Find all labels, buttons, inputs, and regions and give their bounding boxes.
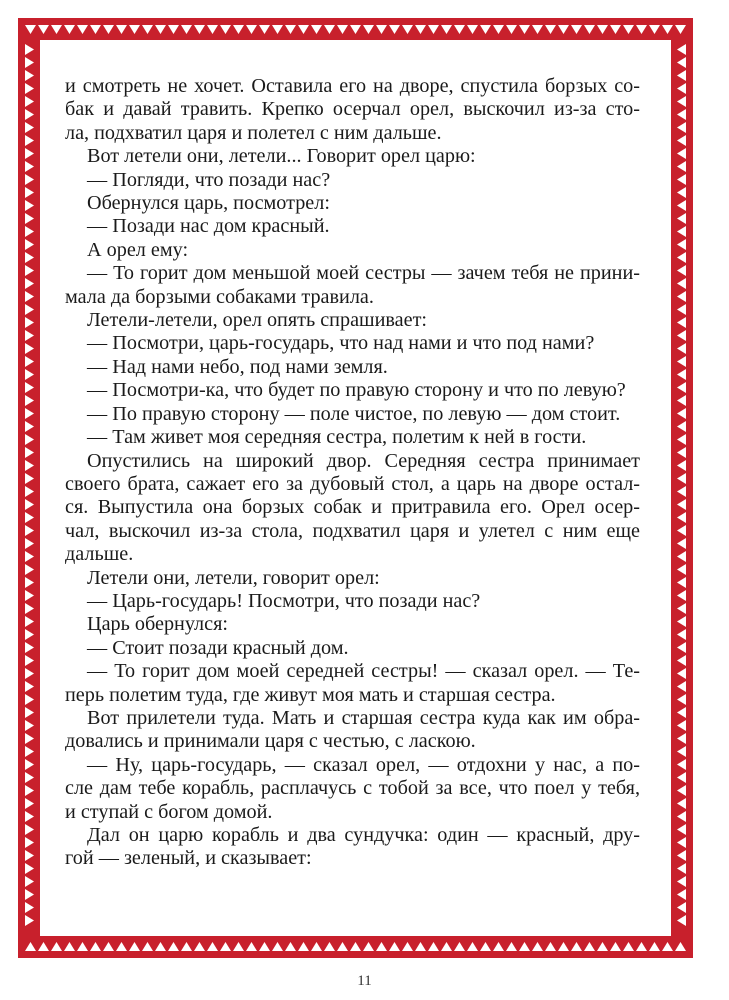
ornament-triangle bbox=[350, 25, 361, 34]
ornament-triangle bbox=[677, 746, 686, 757]
ornament-triangle bbox=[25, 213, 34, 224]
ornament-triangle bbox=[272, 942, 283, 951]
ornament-triangle bbox=[363, 942, 374, 951]
text-line: — Позади нас дом красный. bbox=[87, 215, 330, 238]
text-line: А орел ему: bbox=[87, 238, 189, 261]
ornament-triangle bbox=[649, 25, 660, 34]
ornament-triangle bbox=[677, 122, 686, 133]
ornament-triangle bbox=[259, 942, 270, 951]
ornament-triangle bbox=[233, 942, 244, 951]
ornament-triangle bbox=[623, 25, 634, 34]
ornament-triangle bbox=[64, 942, 75, 951]
ornament-triangle bbox=[402, 942, 413, 951]
ornament-triangle bbox=[467, 942, 478, 951]
ornament-triangle bbox=[677, 473, 686, 484]
ornament-triangle bbox=[415, 942, 426, 951]
ornament-triangle bbox=[677, 291, 686, 302]
ornament-triangle bbox=[636, 942, 647, 951]
page-number: 11 bbox=[357, 973, 372, 989]
ornament-triangle bbox=[25, 720, 34, 731]
text-line: и смотреть не хочет. Оставила его на дворе, спустила борзых со- bbox=[65, 75, 640, 97]
ornament-triangle bbox=[519, 942, 530, 951]
ornament-triangle bbox=[324, 942, 335, 951]
ornament-triangle bbox=[376, 25, 387, 34]
ornament-triangle bbox=[677, 915, 686, 926]
ornament-triangle bbox=[467, 25, 478, 34]
ornament-triangle bbox=[677, 265, 686, 276]
ornament-triangle bbox=[90, 942, 101, 951]
ornament-triangle bbox=[116, 25, 127, 34]
ornament-triangle bbox=[25, 421, 34, 432]
ornament-triangle bbox=[677, 668, 686, 679]
ornament-triangle bbox=[677, 382, 686, 393]
ornament-triangle bbox=[441, 25, 452, 34]
ornament-triangle bbox=[25, 876, 34, 887]
ornament-triangle bbox=[51, 942, 62, 951]
ornament-triangle bbox=[677, 720, 686, 731]
ornament-triangle bbox=[25, 109, 34, 120]
ornament-triangle bbox=[493, 25, 504, 34]
ornament-triangle bbox=[677, 161, 686, 172]
text-line: Летели они, летели, говорит орел: bbox=[87, 566, 380, 589]
ornament-triangle bbox=[25, 902, 34, 913]
ornament-triangle bbox=[677, 213, 686, 224]
text-line: гой — зеленый, и сказывает: bbox=[65, 847, 312, 870]
ornament-triangle bbox=[677, 317, 686, 328]
ornament-triangle bbox=[415, 25, 426, 34]
ornament-triangle bbox=[25, 811, 34, 822]
ornament-triangle bbox=[25, 785, 34, 796]
ornament-triangle bbox=[677, 395, 686, 406]
ornament-triangle bbox=[677, 83, 686, 94]
ornament-triangle bbox=[25, 603, 34, 614]
ornament-triangle bbox=[454, 25, 465, 34]
ornament-triangle bbox=[677, 369, 686, 380]
ornament-triangle bbox=[677, 96, 686, 107]
ornament-triangle bbox=[25, 746, 34, 757]
ornament-triangle bbox=[25, 942, 36, 951]
ornament-triangle bbox=[25, 395, 34, 406]
ornament-triangle bbox=[311, 942, 322, 951]
ornament-triangle bbox=[376, 942, 387, 951]
ornament-triangle bbox=[441, 942, 452, 951]
ornament-triangle bbox=[675, 942, 686, 951]
ornament-triangle bbox=[25, 226, 34, 237]
ornament-triangle bbox=[389, 25, 400, 34]
ornament-triangle bbox=[220, 942, 231, 951]
ornament-triangle bbox=[677, 460, 686, 471]
ornament-triangle bbox=[25, 759, 34, 770]
ornament-triangle bbox=[25, 44, 34, 55]
ornament-triangle bbox=[25, 434, 34, 445]
ornament-triangle bbox=[168, 25, 179, 34]
ornament-triangle bbox=[25, 707, 34, 718]
text-line: — Стоит позади красный дом. bbox=[87, 636, 349, 659]
ornament-triangle bbox=[207, 25, 218, 34]
text-line: Царь обернулся: bbox=[87, 613, 228, 636]
ornament-triangle bbox=[25, 187, 34, 198]
ornament-triangle bbox=[677, 629, 686, 640]
ornament-triangle bbox=[454, 942, 465, 951]
ornament-triangle bbox=[677, 408, 686, 419]
text-line: и ступай с богом домой. bbox=[65, 800, 273, 823]
ornament-triangle bbox=[677, 876, 686, 887]
ornament-triangle bbox=[116, 942, 127, 951]
ornament-triangle bbox=[677, 863, 686, 874]
ornament-triangle bbox=[25, 642, 34, 653]
text-line: — То горит дом меньшой моей сестры — зачем тебя не прини- bbox=[87, 262, 640, 285]
ornament-triangle bbox=[677, 733, 686, 744]
text-line: — Посмотри, царь-государь, что над нами и что под нами? bbox=[87, 332, 595, 355]
ornament-triangle bbox=[677, 135, 686, 146]
ornament-triangle bbox=[532, 25, 543, 34]
text-line: — Ну, царь-государь, — сказал орел, — отдохни у нас, а по- bbox=[87, 753, 640, 776]
ornament-triangle bbox=[677, 538, 686, 549]
ornament-triangle bbox=[677, 278, 686, 289]
ornament-triangle bbox=[677, 239, 686, 250]
ornament-triangle bbox=[285, 942, 296, 951]
ornament-triangle bbox=[677, 707, 686, 718]
ornament-triangle bbox=[677, 642, 686, 653]
ornament-triangle bbox=[506, 942, 517, 951]
ornament-triangle bbox=[25, 512, 34, 523]
ornament-triangle bbox=[25, 200, 34, 211]
ornament-triangle bbox=[25, 694, 34, 705]
ornament-triangle bbox=[25, 83, 34, 94]
ornament-triangle bbox=[25, 369, 34, 380]
ornament-triangle bbox=[402, 25, 413, 34]
ornament-triangle bbox=[25, 668, 34, 679]
ornament-triangle bbox=[677, 655, 686, 666]
ornament-triangle bbox=[25, 317, 34, 328]
ornament-triangle bbox=[597, 25, 608, 34]
ornament-triangle bbox=[545, 942, 556, 951]
ornament-triangle bbox=[25, 915, 34, 926]
ornament-triangle bbox=[25, 278, 34, 289]
ornament-triangle bbox=[677, 421, 686, 432]
ornament-triangle bbox=[677, 200, 686, 211]
ornament-triangle bbox=[233, 25, 244, 34]
ornament-triangle bbox=[25, 590, 34, 601]
text-line: дальше. bbox=[65, 543, 134, 566]
ornament-triangle bbox=[623, 942, 634, 951]
text-line: — По правую сторону — поле чистое, по левую — дом стоит. bbox=[87, 402, 621, 425]
ornament-triangle bbox=[25, 772, 34, 783]
ornament-triangle bbox=[25, 525, 34, 536]
ornament-triangle bbox=[677, 356, 686, 367]
ornament-triangle bbox=[677, 837, 686, 848]
ornament-triangle bbox=[677, 57, 686, 68]
ornament-triangle bbox=[311, 25, 322, 34]
ornament-triangle bbox=[25, 733, 34, 744]
story-text bbox=[65, 75, 640, 871]
ornament-triangle bbox=[324, 25, 335, 34]
ornament-triangle bbox=[298, 942, 309, 951]
ornament-triangle bbox=[25, 265, 34, 276]
text-line: сле дам тебе корабль, расплачусь с тобой за все, что поел у тебя, bbox=[65, 777, 640, 800]
ornament-triangle bbox=[571, 25, 582, 34]
ornament-triangle bbox=[677, 850, 686, 861]
ornament-triangle bbox=[168, 942, 179, 951]
ornament-triangle bbox=[51, 25, 62, 34]
text-line: Дал он царю корабль и два сундучка: один — красный, дру- bbox=[87, 824, 640, 846]
ornament-triangle bbox=[194, 942, 205, 951]
ornament-triangle bbox=[25, 96, 34, 107]
text-line: своего брата, сажает его за дубовый стол, а царь на дворе остал- bbox=[65, 472, 640, 495]
ornament-triangle bbox=[155, 25, 166, 34]
ornament-triangle bbox=[677, 577, 686, 588]
ornament-triangle bbox=[155, 942, 166, 951]
ornament-triangle bbox=[532, 942, 543, 951]
ornament-triangle bbox=[584, 942, 595, 951]
text-line: довались и принимали царя с честью, с ласкою. bbox=[65, 730, 476, 753]
ornament-triangle bbox=[259, 25, 270, 34]
text-line: Опустились на широкий двор. Середняя сестра принимает bbox=[87, 449, 640, 472]
ornament-triangle bbox=[677, 811, 686, 822]
ornament-triangle bbox=[350, 942, 361, 951]
ornament-triangle bbox=[25, 382, 34, 393]
ornament-triangle bbox=[677, 564, 686, 575]
ornament-triangle bbox=[677, 174, 686, 185]
ornament-triangle bbox=[677, 772, 686, 783]
ornament-triangle bbox=[25, 824, 34, 835]
ornament-triangle bbox=[649, 942, 660, 951]
ornament-triangle bbox=[677, 889, 686, 900]
ornament-triangle bbox=[677, 447, 686, 458]
ornament-triangle bbox=[25, 616, 34, 627]
text-line: — Царь-государь! Посмотри, что позади нас? bbox=[87, 589, 481, 612]
text-line: — То горит дом моей середней сестры! — сказал орел. — Те- bbox=[87, 660, 640, 683]
ornament-triangle bbox=[428, 942, 439, 951]
ornament-triangle bbox=[677, 499, 686, 510]
ornament-triangle bbox=[584, 25, 595, 34]
ornament-triangle bbox=[677, 109, 686, 120]
text-line: перь полетим туда, где живут моя мать и старшая сестра. bbox=[65, 683, 556, 706]
text-line: чал, выскочил из-за стола, подхватил царя и улетел с ним еще bbox=[65, 519, 640, 542]
ornament-triangle bbox=[25, 25, 36, 34]
ornament-triangle bbox=[25, 135, 34, 146]
ornament-triangle bbox=[129, 942, 140, 951]
ornament-triangle bbox=[677, 304, 686, 315]
ornament-triangle bbox=[25, 70, 34, 81]
ornament-triangle bbox=[677, 902, 686, 913]
ornament-triangle bbox=[38, 25, 49, 34]
ornament-triangle bbox=[25, 629, 34, 640]
text-line: — Над нами небо, под нами земля. bbox=[87, 355, 388, 378]
ornament-triangle bbox=[363, 25, 374, 34]
ornament-triangle bbox=[77, 25, 88, 34]
ornament-triangle bbox=[610, 25, 621, 34]
ornament-triangle bbox=[272, 25, 283, 34]
ornament-triangle bbox=[677, 694, 686, 705]
ornament-triangle bbox=[25, 538, 34, 549]
ornament-triangle bbox=[25, 460, 34, 471]
ornament-triangle bbox=[493, 942, 504, 951]
ornament-triangle bbox=[25, 161, 34, 172]
ornament-triangle bbox=[677, 616, 686, 627]
ornament-triangle bbox=[25, 473, 34, 484]
ornament-triangle bbox=[480, 942, 491, 951]
ornament-triangle bbox=[597, 942, 608, 951]
ornament-triangle bbox=[194, 25, 205, 34]
ornament-triangle bbox=[103, 25, 114, 34]
ornament-triangle bbox=[337, 942, 348, 951]
ornament-triangle bbox=[677, 590, 686, 601]
ornament-triangle bbox=[142, 942, 153, 951]
ornament-triangle bbox=[677, 70, 686, 81]
ornament-triangle bbox=[207, 942, 218, 951]
ornament-triangle bbox=[677, 252, 686, 263]
ornament-triangle bbox=[25, 291, 34, 302]
ornament-triangle bbox=[298, 25, 309, 34]
text-line: — Погляди, что позади нас? bbox=[87, 168, 331, 191]
ornament-triangle bbox=[25, 343, 34, 354]
ornament-triangle bbox=[25, 252, 34, 263]
ornament-triangle bbox=[25, 798, 34, 809]
ornament-triangle bbox=[337, 25, 348, 34]
ornament-triangle bbox=[519, 25, 530, 34]
ornament-triangle bbox=[571, 942, 582, 951]
text-line: — Посмотри-ка, что будет по правую сторону и что по левую? bbox=[87, 379, 626, 402]
ornament-triangle bbox=[25, 356, 34, 367]
text-line: Вот летели они, летели... Говорит орел царю: bbox=[87, 145, 476, 168]
ornament-triangle bbox=[25, 239, 34, 250]
ornament-triangle bbox=[677, 551, 686, 562]
ornament-triangle bbox=[677, 486, 686, 497]
ornament-triangle bbox=[677, 187, 686, 198]
ornament-triangle bbox=[662, 25, 673, 34]
text-line: — Там живет моя середняя сестра, полетим к ней в гости. bbox=[87, 426, 587, 449]
ornament-triangle bbox=[25, 174, 34, 185]
ornament-triangle bbox=[636, 25, 647, 34]
text-line: ла, подхватил царя и полетел с ним дальше. bbox=[65, 121, 442, 144]
ornament-triangle bbox=[677, 148, 686, 159]
ornament-triangle bbox=[142, 25, 153, 34]
ornament-triangle bbox=[25, 148, 34, 159]
ornament-triangle bbox=[610, 942, 621, 951]
ornament-triangle bbox=[25, 577, 34, 588]
ornament-triangle bbox=[25, 889, 34, 900]
ornament-triangle bbox=[25, 655, 34, 666]
ornament-triangle bbox=[246, 942, 257, 951]
ornament-triangle bbox=[428, 25, 439, 34]
ornament-triangle bbox=[285, 25, 296, 34]
ornament-triangle bbox=[25, 837, 34, 848]
ornament-triangle bbox=[506, 25, 517, 34]
ornament-triangle bbox=[181, 25, 192, 34]
ornament-triangle bbox=[677, 512, 686, 523]
ornament-triangle bbox=[25, 681, 34, 692]
ornament-triangle bbox=[25, 863, 34, 874]
ornament-triangle bbox=[677, 798, 686, 809]
ornament-triangle bbox=[64, 25, 75, 34]
ornament-triangle bbox=[677, 824, 686, 835]
ornament-triangle bbox=[25, 850, 34, 861]
text-line: бак и давай травить. Крепко осерчал орел, выскочил из-за сто- bbox=[65, 98, 640, 121]
ornament-triangle bbox=[38, 942, 49, 951]
ornament-triangle bbox=[25, 122, 34, 133]
ornament-triangle bbox=[677, 525, 686, 536]
ornament-triangle bbox=[25, 447, 34, 458]
ornament-triangle bbox=[389, 942, 400, 951]
ornament-triangle bbox=[25, 304, 34, 315]
ornament-triangle bbox=[675, 25, 686, 34]
text-line: мала да борзыми собаками травила. bbox=[65, 285, 374, 308]
ornament-triangle bbox=[25, 486, 34, 497]
ornament-triangle bbox=[480, 25, 491, 34]
ornament-triangle bbox=[103, 942, 114, 951]
ornament-triangle bbox=[25, 408, 34, 419]
ornament-triangle bbox=[25, 499, 34, 510]
text-line: Летели-летели, орел опять спрашивает: bbox=[87, 309, 427, 332]
ornament-triangle bbox=[677, 681, 686, 692]
text-line: ся. Выпустила она борзых собак и притравила его. Орел осер- bbox=[65, 496, 640, 519]
ornament-triangle bbox=[220, 25, 231, 34]
ornament-triangle bbox=[677, 785, 686, 796]
text-line: Вот прилетели туда. Мать и старшая сестра куда как им обра- bbox=[87, 706, 640, 729]
ornament-triangle bbox=[25, 330, 34, 341]
text-line: Обернулся царь, посмотрел: bbox=[87, 192, 330, 215]
ornament-triangle bbox=[90, 25, 101, 34]
ornament-triangle bbox=[77, 942, 88, 951]
ornament-triangle bbox=[677, 434, 686, 445]
ornament-triangle bbox=[677, 603, 686, 614]
ornament-triangle bbox=[677, 343, 686, 354]
ornament-triangle bbox=[25, 564, 34, 575]
ornament-triangle bbox=[677, 226, 686, 237]
ornament-triangle bbox=[246, 25, 257, 34]
ornament-triangle bbox=[129, 25, 140, 34]
ornament-triangle bbox=[545, 25, 556, 34]
ornament-triangle bbox=[677, 44, 686, 55]
ornament-triangle bbox=[181, 942, 192, 951]
ornament-triangle bbox=[677, 330, 686, 341]
ornament-triangle bbox=[25, 551, 34, 562]
ornament-triangle bbox=[558, 942, 569, 951]
ornament-triangle bbox=[677, 759, 686, 770]
ornament-triangle bbox=[662, 942, 673, 951]
ornament-triangle bbox=[25, 57, 34, 68]
ornament-triangle bbox=[558, 25, 569, 34]
